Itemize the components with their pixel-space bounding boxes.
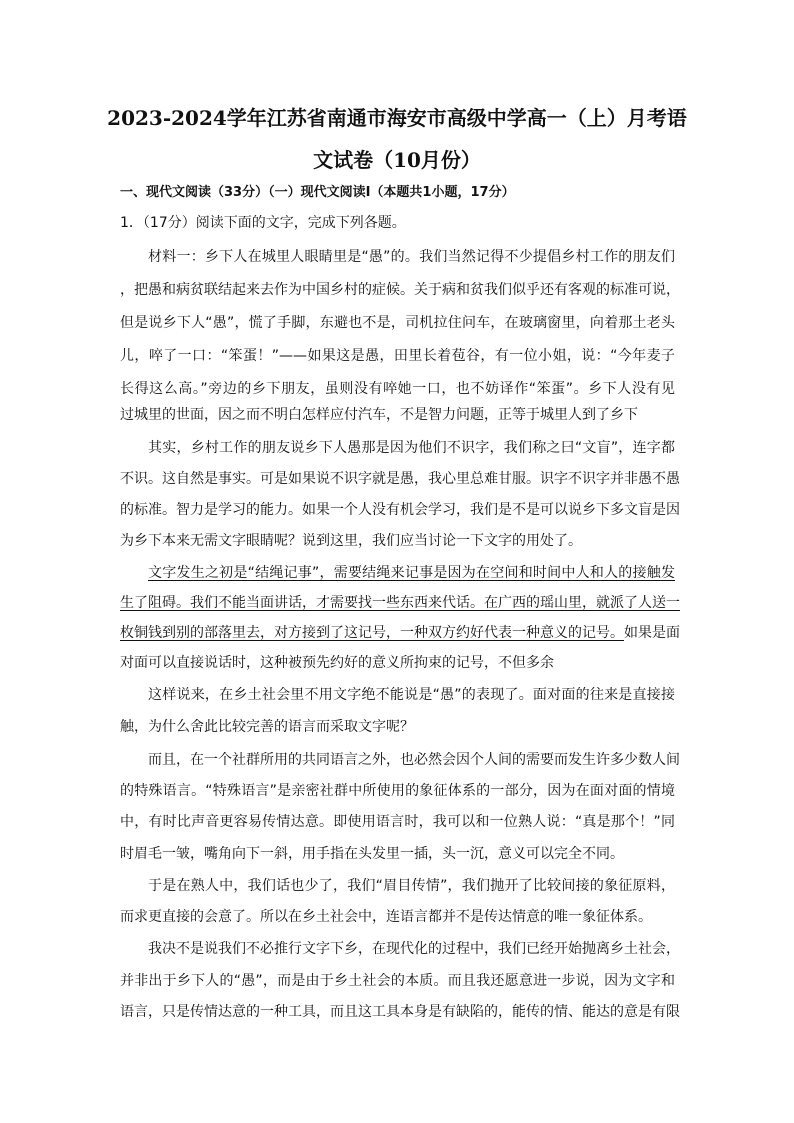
- paragraph-1-line: 长得这么高。”旁边的乡下朋友，虽则没有啐她一口，也不妨译作“笨蛋”。乡下人没有见: [120, 381, 675, 397]
- paragraph-7-line: 并非出于乡下人的“愚”，而是由于乡土社会的本质。而且我还愿意进一步说，因为文字和: [120, 973, 675, 989]
- paragraph-5-line: 而且，在一个社群所用的共同语言之外，也必然会因个人间的需要而发生许多少数人间: [148, 752, 680, 768]
- paragraph-2-line: 的标准。智力是学习的能力。如果一个人没有机会学习，我们是不是可以说乡下多文盲是因: [120, 502, 680, 518]
- paragraph-1-line: 过城里的世面，因之而不明白怎样应付汽车，不是智力问题，正等于城里人到了乡下: [120, 407, 638, 423]
- paragraph-7-line: 我决不是说我们不必推行文字下乡，在现代化的过程中，我们已经开始抛离乡土社会，: [148, 941, 680, 957]
- section-heading: 一、现代文阅读（33分）（一）现代文阅读I（本题共1小题，17分）: [120, 185, 515, 200]
- paragraph-7-line: 语言，只是传情达意的一种工具，而且这工具本身是有缺陷的，能传的情、能达的意是有限: [120, 1004, 680, 1020]
- paragraph-1-line: 但是说乡下人“愚”，慌了手脚，东避也不是，司机拉住问车，在玻璃窗里，向着那土老头: [120, 315, 675, 331]
- exam-title-line-1: 2023-2024学年江苏省南通市海安市高级中学高一（上）月考语: [107, 106, 687, 130]
- paragraph-3-segment: 如果是面: [624, 625, 680, 641]
- exam-title-line-2: 文试卷（10月份）: [313, 148, 481, 172]
- paragraph-2-line: 不识。这自然是事实。可是如果说不识字就是愚，我心里总难甘服。识字不识字并非愚不愚: [120, 471, 680, 487]
- paragraph-5-line: 的特殊语言。“特殊语言”是亲密社群中所使用的象征体系的一部分，因为在面对面的情境: [120, 783, 675, 799]
- paragraph-2-line: 其实，乡村工作的朋友说乡下人愚那是因为他们不识字，我们称之曰“文盲”，连字都: [148, 440, 675, 456]
- paragraph-1-line: 材料一：乡下人在城里人眼睛里是“愚”的。我们当然记得不少提倡乡村工作的朋友们: [148, 249, 675, 265]
- paragraph-1-line: ，把愚和病贫联结起来去作为中国乡村的症候。关于病和贫我们似乎还有客观的标准可说，: [120, 282, 680, 298]
- question-intro: 1．（17分）阅读下面的文字，完成下列各题。: [120, 215, 406, 231]
- paragraph-6-line: 而求更直接的会意了。所以在乡土社会中，连语言都并不是传达情意的唯一象征体系。: [120, 909, 652, 925]
- paragraph-5-line: 中，有时比声音更容易传情达意。即使用语言时，我可以和一位熟人说：“真是那个！”同: [120, 814, 675, 830]
- paragraph-2-line: 为乡下本来无需文字眼睛呢？说到这里，我们应当讨论一下文字的用处了。: [120, 533, 582, 549]
- paragraph-4-line: 触，为什么舍此比较完善的语言而采取文字呢？: [120, 719, 414, 735]
- paragraph-3-line: [120, 622, 680, 644]
- paragraph-3-underlined-line: 生了阻碍。我们不能当面讲话，才需要找一些东西来代话。在广西的瑶山里，就派了人送一: [120, 595, 680, 611]
- paragraph-6-line: 于是在熟人中，我们话也少了，我们“眉目传情”，我们抛开了比较间接的象征原料，: [148, 878, 675, 894]
- paragraph-4-line: 这样说来，在乡土社会里不用文字绝不能说是“愚”的表现了。面对面的往来是直接接: [148, 687, 675, 703]
- paragraph-3-underlined-segment: 枚铜钱到别的部落里去，对方接到了这记号，一种双方约好代表一种意义的记号。: [120, 625, 624, 641]
- paragraph-5-line: 时眉毛一皱，嘴角向下一斜，用手指在头发里一插，头一沉，意义可以完全不同。: [120, 846, 624, 862]
- paragraph-1-line: 儿，啐了一口：“笨蛋！”——如果这是愚，田里长着苞谷，有一位小姐，说：“今年麦子: [120, 348, 675, 364]
- paragraph-3-line: 对面可以直接说话时，这种被预先约好的意义所拘束的记号，不但多余: [120, 655, 554, 671]
- paragraph-3-underlined-line: 文字发生之初是“结绳记事”，需要结绳来记事是因为在空间和时间中人和人的接触发: [148, 565, 675, 581]
